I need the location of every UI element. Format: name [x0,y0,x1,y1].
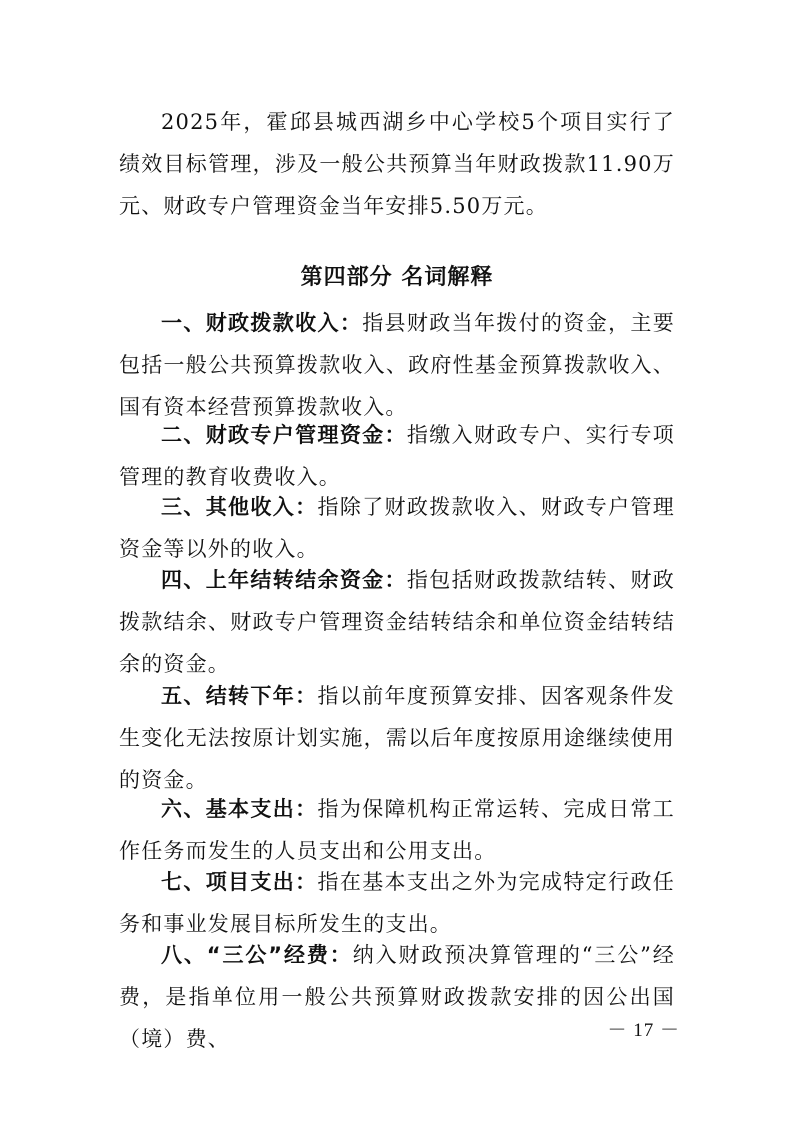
definition-text: 指缴入财政专户、实行专项管理的教育收费收入。 [119,423,676,489]
definition-paragraph [119,486,675,570]
definition-term: 一、财政拨款收入： [161,311,363,335]
definition-term: 七、项目支出： [161,870,318,894]
definition-term: 六、基本支出： [161,797,318,821]
definition-term: 二、财政专户管理资金： [161,423,407,447]
definition-term: 八、“三公”经费： [161,943,353,967]
definition-term: 五、结转下年： [161,684,318,708]
definition-text: 指县财政当年拨付的资金，主要包括一般公共预算拨款收入、政府性基金预算拨款收入、国有资本经营预算拨款收入。 [119,311,675,419]
definition-term: 三、其他收入： [161,495,318,519]
definition-paragraph [119,675,675,801]
section-heading: 第四部分 名词解释 [300,265,494,290]
definition-text: 纳入财政预决算管理的“三公”经费，是指单位用一般公共预算财政拨款安排的因公出国（境）费、 [119,943,675,1051]
definition-paragraph [119,559,675,685]
intro-paragraph: 2025年，霍邱县城西湖乡中心学校5个项目实行了绩效目标管理，涉及一般公共预算当年财政拨款11.90万元、财政专户管理资金当年安排5.50万元。 [119,110,675,218]
definition-paragraph [119,302,675,428]
definition-text: 指除了财政拨款收入、财政专户管理资金等以外的收入。 [119,495,675,561]
definition-text: 指为保障机构正常运转、完成日常工作任务而发生的人员支出和公用支出。 [119,797,675,863]
definition-text: 指以前年度预算安排、因客观条件发生变化无法按原计划实施，需以后年度按原用途继续使用的资金。 [119,684,675,792]
page-number: － 17 － [607,1020,680,1041]
definition-text: 指包括财政拨款结转、财政拨款结余、财政专户管理资金结转结余和单位资金结转结余的资金。 [119,568,676,676]
definition-paragraph [119,788,675,872]
definition-paragraph [119,861,675,945]
definition-term: 四、上年结转结余资金： [161,568,407,592]
definition-text: 指在基本支出之外为完成特定行政任务和事业发展目标所发生的支出。 [119,870,675,936]
